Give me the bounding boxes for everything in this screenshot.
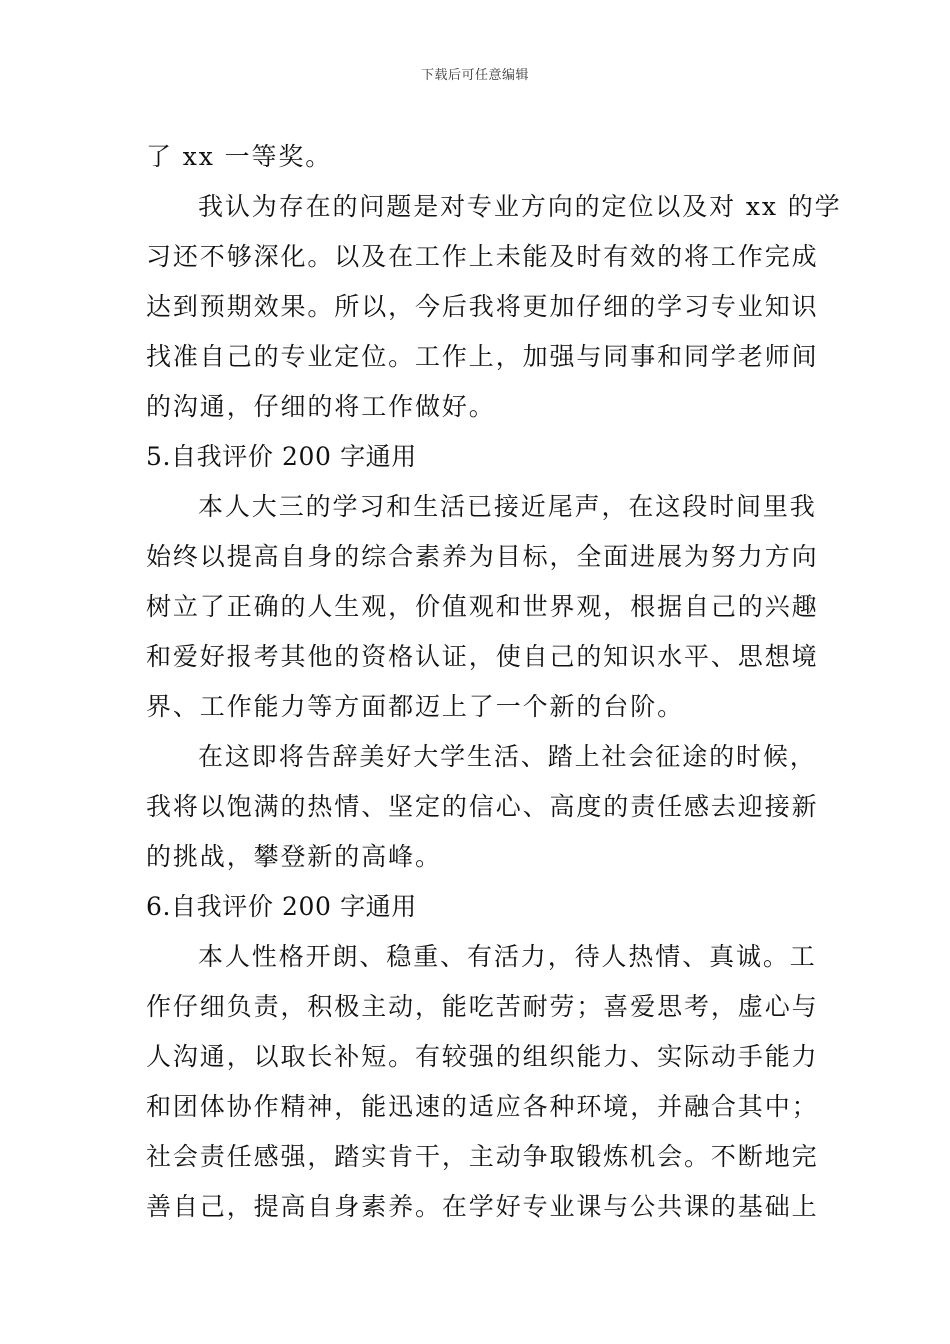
paragraph-line: 人沟通，以取长补短。有较强的组织能力、实际动手能力 bbox=[146, 1042, 819, 1071]
paragraph-line: 界、工作能力等方面都迈上了一个新的台阶。 bbox=[146, 692, 685, 721]
paragraph-line: 本人大三的学习和生活已接近尾声，在这段时间里我 bbox=[198, 492, 817, 521]
paragraph-line: 本人性格开朗、稳重、有活力，待人热情、真诚。工 bbox=[198, 942, 817, 971]
paragraph-line: 我将以饱满的热情、坚定的信心、高度的责任感去迎接新 bbox=[146, 792, 819, 821]
paragraph-line: 和爱好报考其他的资格认证，使自己的知识水平、思想境 bbox=[146, 642, 819, 671]
paragraph-line: 善自己，提高自身素养。在学好专业课与公共课的基础上 bbox=[146, 1192, 819, 1221]
document-body bbox=[146, 132, 842, 1232]
paragraph-line: 社会责任感强，踏实肯干，主动争取锻炼机会。不断地完 bbox=[146, 1142, 819, 1171]
paragraph-line: 树立了正确的人生观，价值观和世界观，根据自己的兴趣 bbox=[146, 592, 819, 621]
paragraph-line: 了 xx 一等奖。 bbox=[146, 142, 333, 171]
paragraph-line: 作仔细负责，积极主动，能吃苦耐劳；喜爱思考，虚心与 bbox=[146, 992, 819, 1021]
paragraph-line: 找准自己的专业定位。工作上，加强与同事和同学老师间 bbox=[146, 342, 819, 371]
section-heading: 5.自我评价 200 字通用 bbox=[146, 442, 417, 471]
section-heading: 6.自我评价 200 字通用 bbox=[146, 892, 417, 921]
paragraph-line: 我认为存在的问题是对专业方向的定位以及对 xx 的学 bbox=[198, 192, 842, 221]
paragraph-line: 的沟通，仔细的将工作做好。 bbox=[146, 392, 496, 421]
paragraph-line: 的挑战，攀登新的高峰。 bbox=[146, 842, 442, 871]
paragraph-line: 达到预期效果。所以，今后我将更加仔细的学习专业知识 bbox=[146, 292, 819, 321]
paragraph-line: 和团体协作精神，能迅速的适应各种环境，并融合其中； bbox=[146, 1092, 819, 1121]
paragraph-line: 始终以提高自身的综合素养为目标，全面进展为努力方向 bbox=[146, 542, 819, 571]
paragraph-line: 在这即将告辞美好大学生活、踏上社会征途的时候， bbox=[198, 742, 817, 771]
paragraph-line: 习还不够深化。以及在工作上未能及时有效的将工作完成 bbox=[146, 242, 819, 271]
page-header: 下载后可任意编辑 bbox=[420, 68, 529, 83]
